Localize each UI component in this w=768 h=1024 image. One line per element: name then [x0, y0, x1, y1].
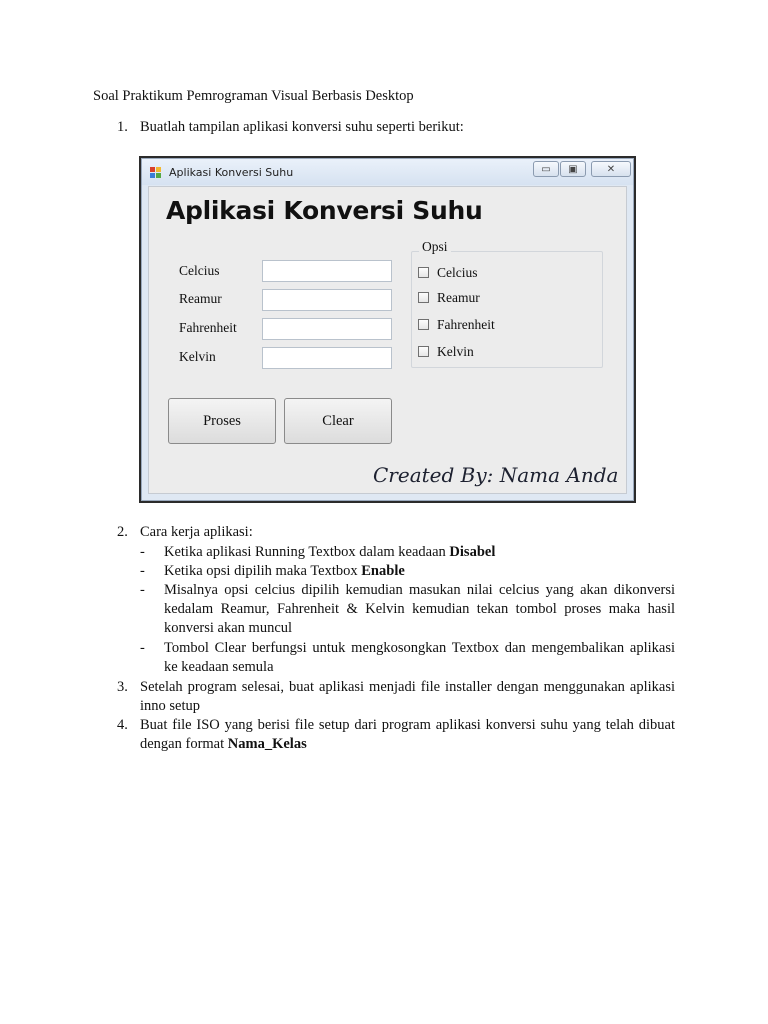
close-button[interactable] — [591, 161, 631, 177]
list-item-3 — [117, 678, 677, 716]
list-number-4: 4. — [117, 717, 128, 733]
sub-item-text: Ketika aplikasi Running Textbox dalam keadaan Disabel — [164, 544, 496, 560]
option-label: Fahrenheit — [437, 317, 495, 332]
bullet-dash: - — [140, 640, 145, 656]
label-reamur: Reamur — [179, 291, 222, 306]
maximize-icon: ▣ — [568, 164, 578, 175]
sub-item-text: Tombol Clear berfungsi untuk mengkosongkan Textbox dan mengembalikan aplikasi ke keadaan semula — [164, 640, 675, 675]
list-number-2: 2. — [117, 524, 128, 540]
app-window-screenshot — [139, 156, 636, 503]
checkbox-icon[interactable] — [418, 346, 429, 357]
list-item-1-text: Buatlah tampilan aplikasi konversi suhu seperti berikut: — [140, 119, 464, 135]
form-client-area — [148, 186, 627, 494]
bullet-dash: - — [140, 563, 145, 579]
minimize-button[interactable] — [533, 161, 559, 177]
checkbox-icon[interactable] — [418, 319, 429, 330]
app-heading: Aplikasi Konversi Suhu — [166, 196, 483, 225]
app-icon — [150, 167, 162, 178]
proses-button[interactable]: Proses — [168, 398, 276, 444]
maximize-button[interactable] — [560, 161, 586, 177]
checkbox-icon[interactable] — [418, 267, 429, 278]
option-label: Kelvin — [437, 344, 474, 359]
kelvin-textbox[interactable] — [262, 347, 392, 369]
sub-item — [140, 543, 675, 562]
bold-term: Disabel — [449, 544, 496, 560]
window-titlebar — [142, 159, 633, 185]
bold-term: Nama_Kelas — [227, 736, 307, 752]
clear-button[interactable]: Clear — [284, 398, 392, 444]
sub-item — [140, 639, 675, 677]
sub-item — [140, 562, 675, 581]
list-number-3: 3. — [117, 679, 128, 695]
app-window — [141, 158, 634, 501]
label-kelvin: Kelvin — [179, 349, 216, 364]
list-item-2-text: Cara kerja aplikasi: — [140, 524, 253, 540]
reamur-textbox[interactable] — [262, 289, 392, 311]
celcius-textbox[interactable] — [262, 260, 392, 282]
created-by-label: Created By: Nama Anda — [373, 463, 619, 487]
document-title: Soal Praktikum Pemrograman Visual Berbasis Desktop — [93, 88, 414, 104]
window-title: Aplikasi Konversi Suhu — [169, 166, 294, 179]
bullet-dash: - — [140, 544, 145, 560]
close-icon: ✕ — [606, 164, 616, 175]
sub-item-text: Ketika opsi dipilih maka Textbox Enable — [164, 563, 405, 579]
list-item-4-text: Buat file ISO yang berisi file setup dari program aplikasi konversi suhu yang telah dibuat dengan format Nama_Kelas — [140, 717, 675, 752]
bullet-dash: - — [140, 582, 145, 598]
fahrenheit-textbox[interactable] — [262, 318, 392, 340]
sub-item-text: Misalnya opsi celcius dipilih kemudian masukan nilai celcius yang akan dikonversi kedalam Reamur, Fahrenheit & Kelvin kemudian tekan tombol proses maka hasil konversi akan muncul — [164, 582, 675, 636]
sub-item — [140, 581, 675, 638]
minimize-icon: ▭ — [541, 164, 551, 175]
bold-term: Enable — [361, 563, 405, 579]
list-item-4 — [117, 716, 677, 754]
list-item-3-text: Setelah program selesai, buat aplikasi menjadi file installer dengan menggunakan aplikasi inno setup — [140, 679, 675, 714]
options-group-title: Opsi — [419, 239, 451, 255]
checkbox-icon[interactable] — [418, 292, 429, 303]
label-fahrenheit: Fahrenheit — [179, 320, 237, 335]
list-number-1: 1. — [117, 119, 128, 135]
option-label: Celcius — [437, 265, 478, 280]
option-label: Reamur — [437, 290, 480, 305]
label-celcius: Celcius — [179, 263, 220, 278]
